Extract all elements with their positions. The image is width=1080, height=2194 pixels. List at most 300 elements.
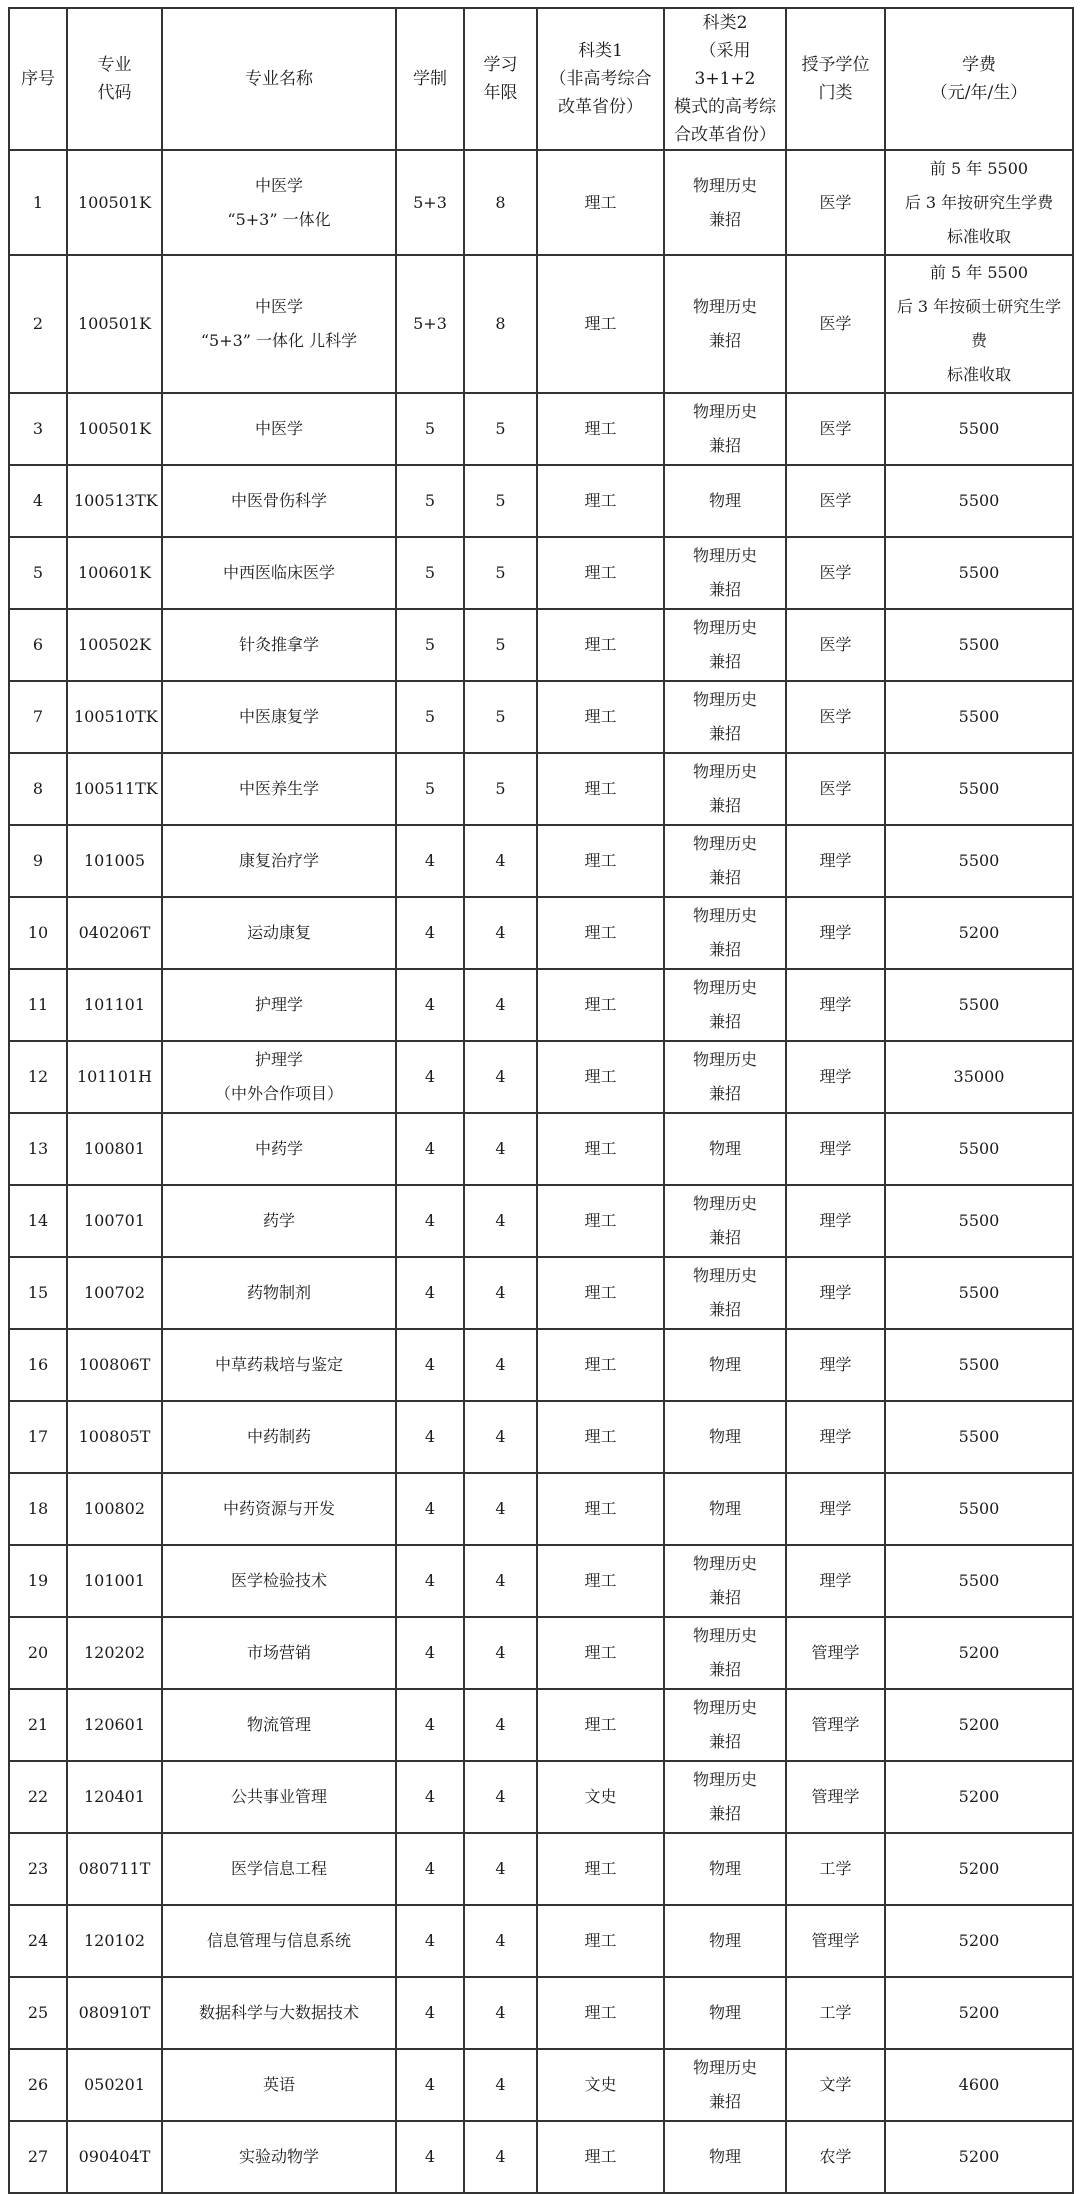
cell-degree-text: 医学	[819, 419, 852, 438]
cell-category1	[537, 465, 664, 537]
cell-name-text: 中医学 “5+3” 一体化	[227, 175, 331, 229]
cell-category2	[664, 1617, 786, 1689]
header-name: 专业名称	[162, 8, 396, 150]
cell-degree-text: 管理学	[811, 1643, 860, 1662]
cell-degree	[786, 681, 885, 753]
cell-years-text: 4	[495, 1067, 506, 1086]
table-row	[9, 1041, 1073, 1113]
majors-table	[8, 7, 1074, 2194]
cell-system	[396, 2121, 464, 2193]
cell-years-text: 5	[495, 779, 506, 798]
table-row	[9, 537, 1073, 609]
cell-system	[396, 537, 464, 609]
cell-tuition-text: 5500	[958, 419, 1000, 438]
cell-code-text: 120102	[83, 1931, 146, 1950]
cell-degree	[786, 1905, 885, 1977]
cell-category2-text: 物理历史 兼招	[692, 762, 757, 815]
cell-code	[67, 1473, 162, 1545]
cell-code-text: 100501K	[77, 314, 152, 333]
cell-category2-text: 物理历史 兼招	[692, 175, 757, 229]
cell-code-text: 040206T	[78, 923, 151, 942]
cell-tuition	[885, 2049, 1073, 2121]
cell-category1	[537, 1977, 664, 2049]
cell-degree	[786, 1329, 885, 1401]
cell-degree-text: 理学	[819, 923, 852, 942]
cell-system-text: 5	[424, 707, 436, 726]
cell-name	[162, 1545, 396, 1617]
cell-system-text: 5+3	[413, 314, 447, 333]
cell-years	[464, 753, 537, 825]
cell-tuition-text: 5500	[958, 563, 1000, 582]
cell-degree-text: 管理学	[811, 1787, 860, 1806]
cell-degree	[786, 1185, 885, 1257]
cell-years	[464, 1041, 537, 1113]
cell-tuition-text: 4600	[958, 2075, 1000, 2094]
cell-index-text: 2	[32, 314, 44, 333]
cell-index	[9, 465, 67, 537]
cell-index	[9, 1833, 67, 1905]
table-row	[9, 1401, 1073, 1473]
cell-name-text: 药学	[262, 1211, 295, 1230]
cell-tuition	[885, 150, 1073, 255]
admissions-table-sheet	[8, 7, 1072, 2173]
cell-system-text: 4	[424, 1499, 436, 1518]
cell-category2-text: 物理历史 兼招	[692, 1194, 757, 1247]
cell-name-text: 中医学 “5+3” 一体化 儿科学	[200, 297, 358, 350]
cell-code-text: 100510TK	[74, 707, 158, 726]
cell-years	[464, 1689, 537, 1761]
cell-category1	[537, 255, 664, 393]
cell-tuition	[885, 1401, 1073, 1473]
cell-code	[67, 2049, 162, 2121]
cell-tuition-text: 5500	[958, 1355, 1000, 1374]
cell-name	[162, 150, 396, 255]
cell-category2-text: 物理历史 兼招	[692, 297, 757, 350]
cell-name	[162, 1257, 396, 1329]
cell-tuition	[885, 1689, 1073, 1761]
cell-index-text: 1	[32, 192, 44, 212]
cell-degree	[786, 1473, 885, 1545]
cell-degree	[786, 1545, 885, 1617]
cell-degree-text: 理学	[819, 995, 852, 1014]
cell-tuition-text: 5200	[958, 1859, 1000, 1878]
cell-system	[396, 1401, 464, 1473]
cell-system	[396, 150, 464, 255]
cell-degree	[786, 393, 885, 465]
cell-category1	[537, 1401, 664, 1473]
cell-name-text: 中医骨伤科学	[230, 491, 327, 510]
cell-index-text: 17	[27, 1427, 49, 1446]
cell-index	[9, 969, 67, 1041]
cell-years	[464, 537, 537, 609]
cell-years-text: 4	[495, 1427, 506, 1446]
cell-index-text: 27	[27, 2147, 49, 2166]
cell-code-text: 101005	[83, 851, 146, 870]
cell-degree	[786, 1689, 885, 1761]
cell-index-text: 14	[27, 1211, 49, 1230]
cell-name	[162, 1329, 396, 1401]
cell-name	[162, 2121, 396, 2193]
cell-years-text: 5	[495, 419, 506, 438]
cell-category1-text: 理工	[584, 1427, 617, 1446]
cell-index	[9, 1257, 67, 1329]
cell-degree	[786, 609, 885, 681]
cell-system-text: 4	[424, 1571, 436, 1590]
cell-index-text: 21	[27, 1715, 49, 1734]
cell-code-text: 100511TK	[74, 779, 158, 798]
cell-tuition-text: 5500	[958, 851, 1000, 870]
table-row	[9, 1329, 1073, 1401]
cell-category2-text: 物理历史 兼招	[692, 834, 757, 887]
cell-years-text: 4	[495, 1931, 506, 1950]
cell-name-text: 中医康复学	[238, 707, 319, 726]
cell-category1-text: 文史	[584, 1787, 617, 1806]
cell-degree-text: 管理学	[811, 1715, 860, 1734]
cell-years	[464, 1833, 537, 1905]
cell-name	[162, 537, 396, 609]
cell-degree-text: 理学	[819, 1427, 852, 1446]
cell-category2-text: 物理历史 兼招	[692, 978, 757, 1031]
cell-years	[464, 1185, 537, 1257]
cell-category2	[664, 1545, 786, 1617]
cell-years	[464, 681, 537, 753]
cell-category1-text: 理工	[584, 779, 617, 798]
cell-years-text: 8	[495, 314, 506, 333]
cell-category2	[664, 1761, 786, 1833]
cell-tuition-text: 5200	[958, 1787, 1000, 1806]
cell-degree-text: 医学	[819, 563, 852, 582]
cell-system-text: 5	[424, 563, 436, 582]
cell-category2-text: 物理	[708, 491, 741, 510]
cell-category1	[537, 1113, 664, 1185]
cell-system-text: 5	[424, 491, 436, 510]
cell-years	[464, 825, 537, 897]
cell-index	[9, 1329, 67, 1401]
cell-index	[9, 1761, 67, 1833]
table-row	[9, 681, 1073, 753]
cell-years	[464, 393, 537, 465]
cell-tuition	[885, 1617, 1073, 1689]
cell-tuition	[885, 1041, 1073, 1113]
cell-system-text: 5+3	[413, 192, 447, 212]
table-row	[9, 1617, 1073, 1689]
cell-category1	[537, 1617, 664, 1689]
cell-degree	[786, 1257, 885, 1329]
cell-category1-text: 理工	[584, 707, 617, 726]
cell-category2	[664, 1329, 786, 1401]
cell-category1	[537, 753, 664, 825]
cell-name-text: 公共事业管理	[230, 1787, 327, 1806]
cell-name-text: 物流管理	[246, 1715, 311, 1734]
cell-years-text: 4	[495, 1643, 506, 1662]
table-row	[9, 753, 1073, 825]
cell-system	[396, 1473, 464, 1545]
cell-degree-text: 农学	[819, 2147, 852, 2166]
cell-system	[396, 393, 464, 465]
cell-category1	[537, 825, 664, 897]
cell-category2-text: 物理	[708, 1499, 741, 1518]
cell-tuition-text: 5500	[958, 707, 1000, 726]
cell-years	[464, 2121, 537, 2193]
cell-category2	[664, 753, 786, 825]
cell-category1-text: 理工	[584, 1211, 617, 1230]
cell-name-text: 英语	[262, 2075, 295, 2094]
cell-degree	[786, 897, 885, 969]
cell-index	[9, 753, 67, 825]
cell-index	[9, 1041, 67, 1113]
cell-name-text: 药物制剂	[246, 1283, 311, 1302]
cell-category2-text: 物理历史 兼招	[692, 546, 757, 599]
cell-index-text: 24	[27, 1931, 49, 1950]
cell-degree	[786, 825, 885, 897]
cell-tuition	[885, 1329, 1073, 1401]
cell-code-text: 120401	[83, 1787, 146, 1806]
cell-category2-text: 物理	[708, 2003, 741, 2022]
cell-index-text: 9	[32, 851, 44, 870]
cell-category2-text: 物理历史 兼招	[692, 1554, 757, 1607]
cell-system-text: 4	[424, 1859, 436, 1878]
cell-category2-text: 物理历史 兼招	[692, 1698, 757, 1751]
cell-tuition-text: 5500	[958, 1499, 1000, 1518]
cell-category1-text: 理工	[584, 923, 617, 942]
cell-category2-text: 物理	[708, 2147, 741, 2166]
cell-name-text: 中西医临床医学	[222, 563, 335, 582]
cell-index	[9, 1401, 67, 1473]
cell-system	[396, 1905, 464, 1977]
cell-category2-text: 物理历史 兼招	[692, 906, 757, 959]
cell-tuition	[885, 1977, 1073, 2049]
cell-years	[464, 1329, 537, 1401]
cell-years-text: 4	[495, 2075, 506, 2094]
cell-years	[464, 1401, 537, 1473]
cell-category1-text: 理工	[584, 635, 617, 654]
cell-category1-text: 理工	[584, 1931, 617, 1950]
table-row	[9, 255, 1073, 393]
cell-index	[9, 393, 67, 465]
cell-name	[162, 1401, 396, 1473]
cell-years	[464, 897, 537, 969]
cell-system	[396, 825, 464, 897]
cell-name	[162, 897, 396, 969]
cell-system-text: 4	[424, 1787, 436, 1806]
table-row	[9, 1905, 1073, 1977]
cell-category1	[537, 1329, 664, 1401]
cell-category1-text: 理工	[584, 563, 617, 582]
cell-category1	[537, 1041, 664, 1113]
cell-years-text: 4	[495, 2003, 506, 2022]
cell-name	[162, 255, 396, 393]
cell-category1	[537, 1257, 664, 1329]
cell-category2	[664, 2121, 786, 2193]
cell-code	[67, 1113, 162, 1185]
cell-degree-text: 理学	[819, 1139, 852, 1158]
cell-category2	[664, 897, 786, 969]
cell-name	[162, 825, 396, 897]
cell-tuition	[885, 1473, 1073, 1545]
cell-code	[67, 609, 162, 681]
cell-index-text: 20	[27, 1643, 49, 1662]
cell-tuition-text: 前 5 年 5500 后 3 年按硕士研究生学费 标准收取	[896, 263, 1062, 384]
cell-tuition	[885, 969, 1073, 1041]
cell-years-text: 5	[495, 635, 506, 654]
cell-code-text: 100801	[83, 1139, 146, 1158]
cell-code	[67, 1977, 162, 2049]
cell-years-text: 4	[495, 1787, 506, 1806]
cell-category1	[537, 1833, 664, 1905]
cell-name-text: 实验动物学	[238, 2147, 319, 2166]
cell-years-text: 4	[495, 995, 506, 1014]
cell-category1	[537, 2049, 664, 2121]
cell-name-text: 护理学 （中外合作项目）	[214, 1050, 343, 1103]
cell-name-text: 运动康复	[246, 923, 311, 942]
cell-name-text: 市场营销	[246, 1643, 311, 1662]
cell-category2	[664, 681, 786, 753]
cell-category1	[537, 1185, 664, 1257]
cell-degree-text: 工学	[819, 1859, 852, 1878]
cell-index	[9, 1185, 67, 1257]
cell-years	[464, 1905, 537, 1977]
cell-system	[396, 255, 464, 393]
cell-tuition-text: 35000	[953, 1067, 1005, 1086]
cell-name-text: 医学信息工程	[230, 1859, 327, 1878]
cell-code	[67, 537, 162, 609]
cell-years	[464, 1761, 537, 1833]
cell-code	[67, 1905, 162, 1977]
cell-years	[464, 1473, 537, 1545]
cell-tuition-text: 5500	[958, 635, 1000, 654]
cell-years	[464, 1977, 537, 2049]
cell-index-text: 23	[27, 1859, 49, 1878]
cell-system-text: 4	[424, 1931, 436, 1950]
table-row	[9, 897, 1073, 969]
table-row	[9, 825, 1073, 897]
cell-system-text: 5	[424, 419, 436, 438]
header-row	[9, 8, 1073, 150]
cell-name	[162, 1833, 396, 1905]
cell-category1-text: 理工	[584, 1643, 617, 1662]
cell-system-text: 4	[424, 1427, 436, 1446]
cell-degree	[786, 2049, 885, 2121]
cell-system	[396, 1257, 464, 1329]
cell-years	[464, 969, 537, 1041]
cell-category1-text: 理工	[584, 419, 617, 438]
cell-category2	[664, 255, 786, 393]
cell-name-text: 数据科学与大数据技术	[198, 2003, 359, 2022]
cell-degree	[786, 1833, 885, 1905]
header-tuition: 学费 （元/年/生）	[885, 8, 1073, 150]
cell-name	[162, 1113, 396, 1185]
cell-degree	[786, 255, 885, 393]
cell-name-text: 护理学	[254, 995, 303, 1014]
cell-tuition	[885, 2121, 1073, 2193]
table-row	[9, 1473, 1073, 1545]
cell-code-text: 120601	[83, 1715, 146, 1734]
cell-degree	[786, 1617, 885, 1689]
cell-system	[396, 897, 464, 969]
cell-degree-text: 理学	[819, 1499, 852, 1518]
cell-name-text: 中草药栽培与鉴定	[214, 1355, 343, 1374]
cell-index-text: 19	[27, 1571, 49, 1590]
cell-system	[396, 1185, 464, 1257]
cell-tuition	[885, 255, 1073, 393]
cell-degree-text: 理学	[819, 1211, 852, 1230]
cell-index	[9, 897, 67, 969]
cell-index-text: 4	[32, 491, 44, 510]
cell-category1	[537, 609, 664, 681]
cell-category1-text: 理工	[584, 1283, 617, 1302]
table-row	[9, 1761, 1073, 1833]
cell-system	[396, 681, 464, 753]
cell-name-text: 中药资源与开发	[222, 1499, 335, 1518]
cell-index-text: 15	[27, 1283, 49, 1302]
cell-category1	[537, 537, 664, 609]
cell-name	[162, 1617, 396, 1689]
cell-name	[162, 1905, 396, 1977]
cell-code	[67, 255, 162, 393]
cell-years	[464, 465, 537, 537]
cell-index-text: 6	[32, 635, 44, 654]
cell-system	[396, 2049, 464, 2121]
table-row	[9, 1545, 1073, 1617]
cell-code-text: 080910T	[78, 2003, 151, 2022]
cell-index	[9, 609, 67, 681]
cell-code-text: 101001	[83, 1571, 146, 1590]
cell-name	[162, 1761, 396, 1833]
cell-system-text: 4	[424, 1643, 436, 1662]
cell-years	[464, 1113, 537, 1185]
cell-index	[9, 255, 67, 393]
cell-tuition	[885, 1905, 1073, 1977]
cell-category1	[537, 1689, 664, 1761]
cell-category2-text: 物理历史 兼招	[692, 618, 757, 671]
cell-category1-text: 理工	[584, 314, 617, 333]
cell-tuition-text: 5500	[958, 491, 1000, 510]
cell-code	[67, 969, 162, 1041]
cell-category1	[537, 1473, 664, 1545]
cell-category2-text: 物理	[708, 1931, 741, 1950]
cell-index	[9, 1689, 67, 1761]
cell-category2	[664, 1473, 786, 1545]
cell-category2	[664, 1041, 786, 1113]
cell-index	[9, 1617, 67, 1689]
cell-index	[9, 1113, 67, 1185]
cell-degree-text: 医学	[819, 779, 852, 798]
header-years: 学习 年限	[464, 8, 537, 150]
cell-index	[9, 2049, 67, 2121]
cell-category1	[537, 969, 664, 1041]
cell-system	[396, 1041, 464, 1113]
cell-degree	[786, 1113, 885, 1185]
cell-tuition	[885, 1113, 1073, 1185]
cell-category2	[664, 1833, 786, 1905]
cell-tuition	[885, 465, 1073, 537]
cell-code	[67, 1401, 162, 1473]
cell-name-text: 康复治疗学	[238, 851, 319, 870]
cell-system	[396, 1329, 464, 1401]
cell-code	[67, 1833, 162, 1905]
cell-degree	[786, 753, 885, 825]
cell-index-text: 8	[32, 779, 44, 798]
cell-tuition-text: 前 5 年 5500 后 3 年按研究生学费 标准收取	[904, 158, 1054, 246]
cell-system-text: 4	[424, 2003, 436, 2022]
cell-tuition-text: 5500	[958, 995, 1000, 1014]
cell-degree-text: 工学	[819, 2003, 852, 2022]
cell-index	[9, 1977, 67, 2049]
cell-degree	[786, 1977, 885, 2049]
table-row	[9, 1689, 1073, 1761]
cell-name	[162, 2049, 396, 2121]
cell-category2	[664, 1977, 786, 2049]
